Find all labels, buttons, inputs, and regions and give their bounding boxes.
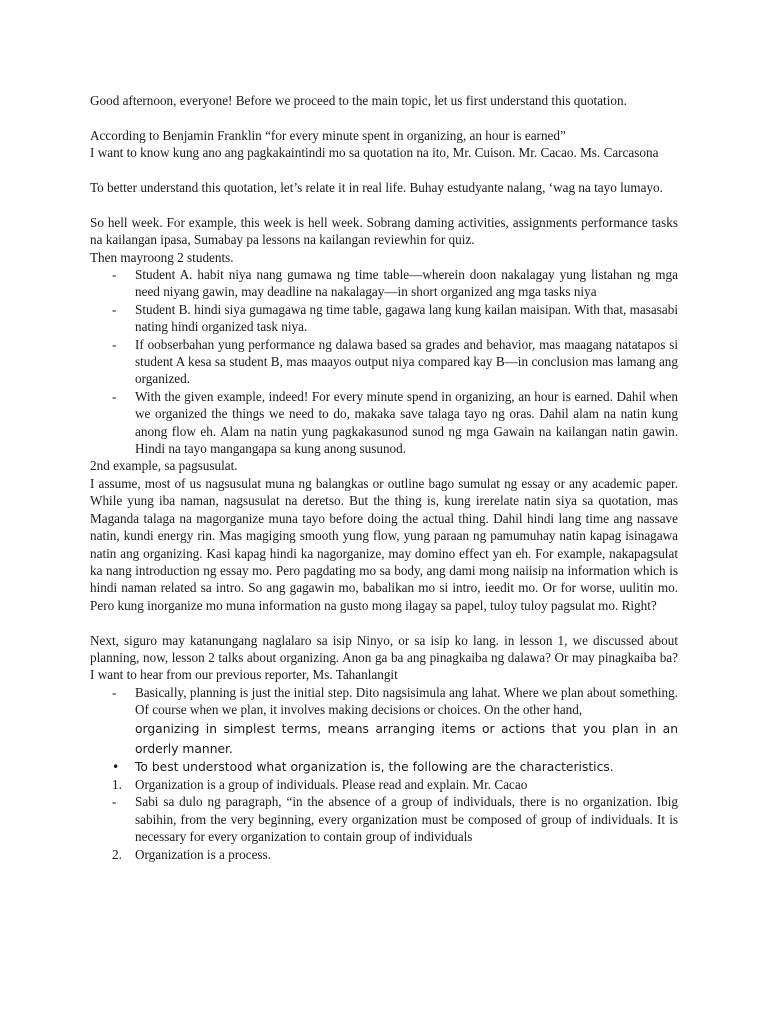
dash-marker: - xyxy=(112,388,117,404)
list-item-text: Basically, planning is just the initial step. Dito nagsisimula ang lahat. Where we plan about something. Of course when we plan, it involves making decisions or choices. On the other hand, xyxy=(135,684,678,718)
bullet-item xyxy=(90,759,678,776)
bullet-marker: • xyxy=(112,759,120,774)
list-item-text: To best understood what organization is, the following are the characteristics. xyxy=(135,759,614,774)
real-life-paragraph: To better understand this quotation, let’s relate it in real life. Buhay estudyante nalang, ‘wag na tayo lumayo. xyxy=(90,180,663,195)
dash-marker: - xyxy=(112,267,117,283)
list-item-text: Student B. hindi siya gumagawa ng time table, gagawa lang kung kailan maisipan. With that, masasabi nating hindi organized task niya. xyxy=(135,301,678,335)
list-item xyxy=(90,684,678,759)
numbered-item xyxy=(90,776,678,793)
number-marker: 2. xyxy=(112,846,122,862)
list-item-text: Sabi sa dulo ng paragraph, “in the absence of a group of individuals, there is no organization. Ibig sabihin, from the very beginning, every organization must be composed of group of individuals. It is necessary for every organization to contain group of individuals xyxy=(135,794,678,845)
number-marker: 1. xyxy=(112,776,122,792)
quotation-paragraph: According to Benjamin Franklin “for every minute spent in organizing, an hour is earned” xyxy=(90,127,566,143)
list-item xyxy=(90,266,678,301)
list-item-text: Student A. habit niya nang gumawa ng time table—wherein doon nakalagay yung listahan ng mga need niyang gawin, may deadline na nakalagay—in short organized ang mga tasks niya xyxy=(135,267,678,300)
list-item-text: Organization is a process. xyxy=(135,846,271,862)
list-item-text: Organization is a group of individuals. Please read and explain. Mr. Cacao xyxy=(135,776,528,792)
question-paragraph: I want to know kung ano ang pagkakaintindi mo sa quotation na ito, Mr. Cuison. Mr. Cacao. Ms. Carcasona xyxy=(90,145,659,161)
dash-marker: - xyxy=(112,794,117,810)
dash-marker: - xyxy=(112,684,117,700)
list-item xyxy=(90,336,678,388)
students-list xyxy=(90,266,678,457)
characteristics-list xyxy=(90,684,678,863)
dash-marker: - xyxy=(112,301,117,317)
students-intro: Then mayroong 2 students. xyxy=(90,249,234,265)
list-item-text: With the given example, indeed! For every minute spend in organizing, an hour is earned. Dahil when we organized the things we need to do, makaka save talaga tayo ng oras. Dahil alam na natin kung anong flow eh. Alam na natin yung pagkakasunod sunod ng mga Gawain na kailangan natin gawin. Hindi na tayo mangangapa sa kung anong susunod. xyxy=(135,388,678,457)
list-item-text: If oobserbahan yung performance ng dalawa based sa grades and behavior, mas maagang natatapos si student A kesa sa student B, mas maayos output niya compared kay B—in conclusion mas lamang ang organized. xyxy=(135,336,678,387)
hell-week-paragraph: So hell week. For example, this week is hell week. Sobrang daming activities, assignments performance tasks na kailangan ipasa, Sumabay pa lessons na kailangan reviewhin for quiz. xyxy=(90,214,678,248)
second-example-heading: 2nd example, sa pagsusulat. xyxy=(90,458,238,474)
planning-vs-organizing-paragraph: Next, siguro may katanungang naglalaro sa isip Ninyo, or sa isip ko lang. in lesson 1, we discussed about planning, now, lesson 2 talks about organizing. Anon ga ba ang pinagkaiba ng dalawa? Or may pinagkaiba ba? I want to hear from our previous reporter, Ms. Tahanlangit xyxy=(90,632,678,683)
dash-marker: - xyxy=(112,336,117,352)
list-item xyxy=(90,388,678,458)
writing-paragraph: I assume, most of us nagsusulat muna ng balangkas or outline bago sumulat ng essay or any academic paper. While yung iba naman, nagsusulat na deretso. But the thing is, kung irerelate natin siya sa quotation, mas Maganda talaga na magorganize muna tayo before doing the actual thing. Dahil hindi lang time ang nassave natin, kundi energy rin. Mas magiging smooth yung flow, yung paraan ng pamumuhay natin kapag isinagawa natin ang organizing. Kasi kapag hindi ka nagorganize, may domino effect yan eh. For example, nakapagsulat ka nang introduction ng essay mo. Pero pagdating mo sa body, ang dami mong naiisip na information which is hindi naman related sa intro. So ang gagawin mo, babalikan mo si intro, ieedit mo. Or for worse, uulitin mo. Pero kung inorganize mo muna information na gusto mong ilagay sa papel, tuloy tuloy pagsulat mo. Right? xyxy=(90,475,678,613)
list-item-text-continuation: organizing in simplest terms, means arranging items or actions that you plan in an orderly manner. xyxy=(135,721,678,756)
list-item xyxy=(90,793,678,845)
greeting-paragraph: Good afternoon, everyone! Before we proceed to the main topic, let us first understand this quotation. xyxy=(90,93,627,108)
list-item xyxy=(90,301,678,336)
numbered-item xyxy=(90,846,678,863)
